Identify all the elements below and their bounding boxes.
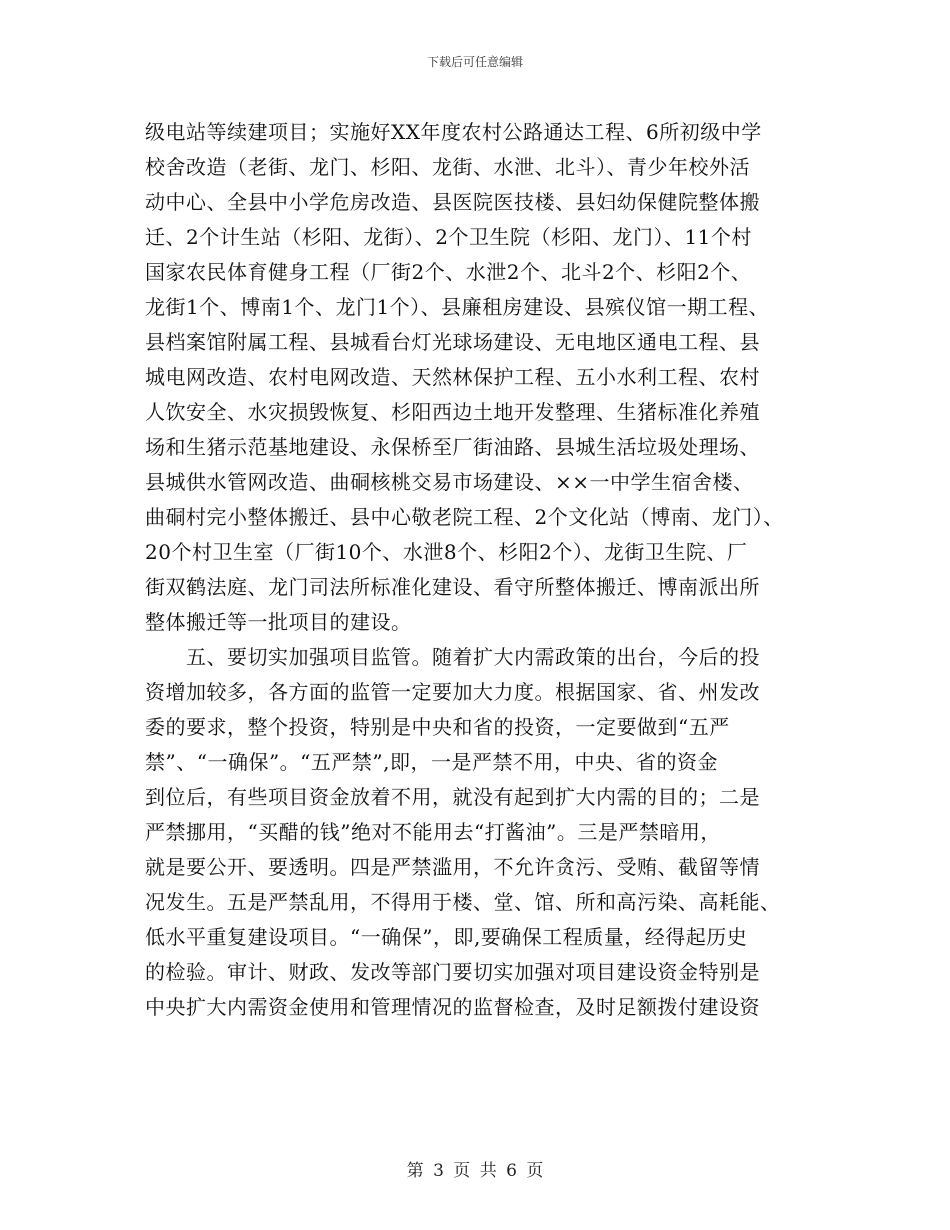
text-line: 整体搬迁等一批项目的建设。 bbox=[145, 610, 412, 634]
text-line: 龙街1个、博南1个、龙门1个）、县廉租房建设、县殡仪馆一期工程、 bbox=[145, 295, 770, 319]
text-line: 校舍改造（老街、龙门、杉阳、龙街、水泄、北斗）、青少年校外活 bbox=[145, 155, 750, 179]
text-line: 国家农民体育健身工程（厂街2个、水泄2个、北斗2个、杉阳2个、 bbox=[145, 260, 752, 284]
paragraph-start-line: 五、要切实加强项目监管。随着扩大内需政策的出台，今后的投 bbox=[145, 645, 760, 669]
text-line: 20个村卫生室（厂街10个、水泄8个、杉阳2个）、龙街卫生院、厂 bbox=[145, 540, 748, 564]
text-line: 县档案馆附属工程、县城看台灯光球场建设、无电地区通电工程、县 bbox=[145, 330, 760, 354]
text-line: 委的要求，整个投资，特别是中央和省的投资，一定要做到“五严 bbox=[145, 715, 730, 739]
text-line: 况发生。五是严禁乱用，不得用于楼、堂、馆、所和高污染、高耗能、 bbox=[145, 890, 781, 914]
page-header: 下载后可任意编辑 bbox=[426, 55, 523, 69]
text-line: 低水平重复建设项目。“一确保”，即,要确保工程质量，经得起历史 bbox=[145, 925, 748, 949]
text-line: 曲硐村完小整体搬迁、县中心敬老院工程、2个文化站（博南、龙门）、 bbox=[145, 505, 784, 529]
text-line: 动中心、全县中小学危房改造、县医院医技楼、县妇幼保健院整体搬 bbox=[145, 190, 760, 214]
text-line: 中央扩大内需资金使用和管理情况的监督检查，及时足额拨付建设资 bbox=[145, 995, 760, 1019]
text-line: 禁”、“一确保”。“五严禁”,即，一是严禁不用，中央、省的资金 bbox=[145, 750, 718, 774]
text-line: 严禁挪用，“买醋的钱”绝对不能用去“打酱油”。三是严禁暗用， bbox=[145, 820, 721, 844]
text-line: 级电站等续建项目；实施好XX年度农村公路通达工程、6所初级中学 bbox=[145, 120, 762, 144]
page-number-footer: 第 3 页 共 6 页 bbox=[406, 1161, 544, 1181]
text-line: 迁、2个计生站（杉阳、龙街）、2个卫生院（杉阳、龙门）、11个村 bbox=[145, 225, 752, 249]
document-body bbox=[145, 115, 845, 1025]
text-line: 人饮安全、水灾损毁恢复、杉阳西边土地开发整理、生猪标准化养殖 bbox=[145, 400, 760, 424]
text-line: 县城供水管网改造、曲硐核桃交易市场建设、××一中学生宿舍楼、 bbox=[145, 470, 754, 494]
text-line: 城电网改造、农村电网改造、天然林保护工程、五小水利工程、农村 bbox=[145, 365, 760, 389]
text-line: 的检验。审计、财政、发改等部门要切实加强对项目建设资金特别是 bbox=[145, 960, 760, 984]
text-line: 到位后，有些项目资金放着不用，就没有起到扩大内需的目的；二是 bbox=[145, 785, 760, 809]
text-line: 场和生猪示范基地建设、永保桥至厂街油路、县城生活垃圾处理场、 bbox=[145, 435, 760, 459]
text-line: 就是要公开、要透明。四是严禁滥用，不允许贪污、受贿、截留等情 bbox=[145, 855, 760, 879]
text-line: 资增加较多，各方面的监管一定要加大力度。根据国家、省、州发改 bbox=[145, 680, 760, 704]
text-line: 街双鹤法庭、龙门司法所标准化建设、看守所整体搬迁、博南派出所 bbox=[145, 575, 760, 599]
